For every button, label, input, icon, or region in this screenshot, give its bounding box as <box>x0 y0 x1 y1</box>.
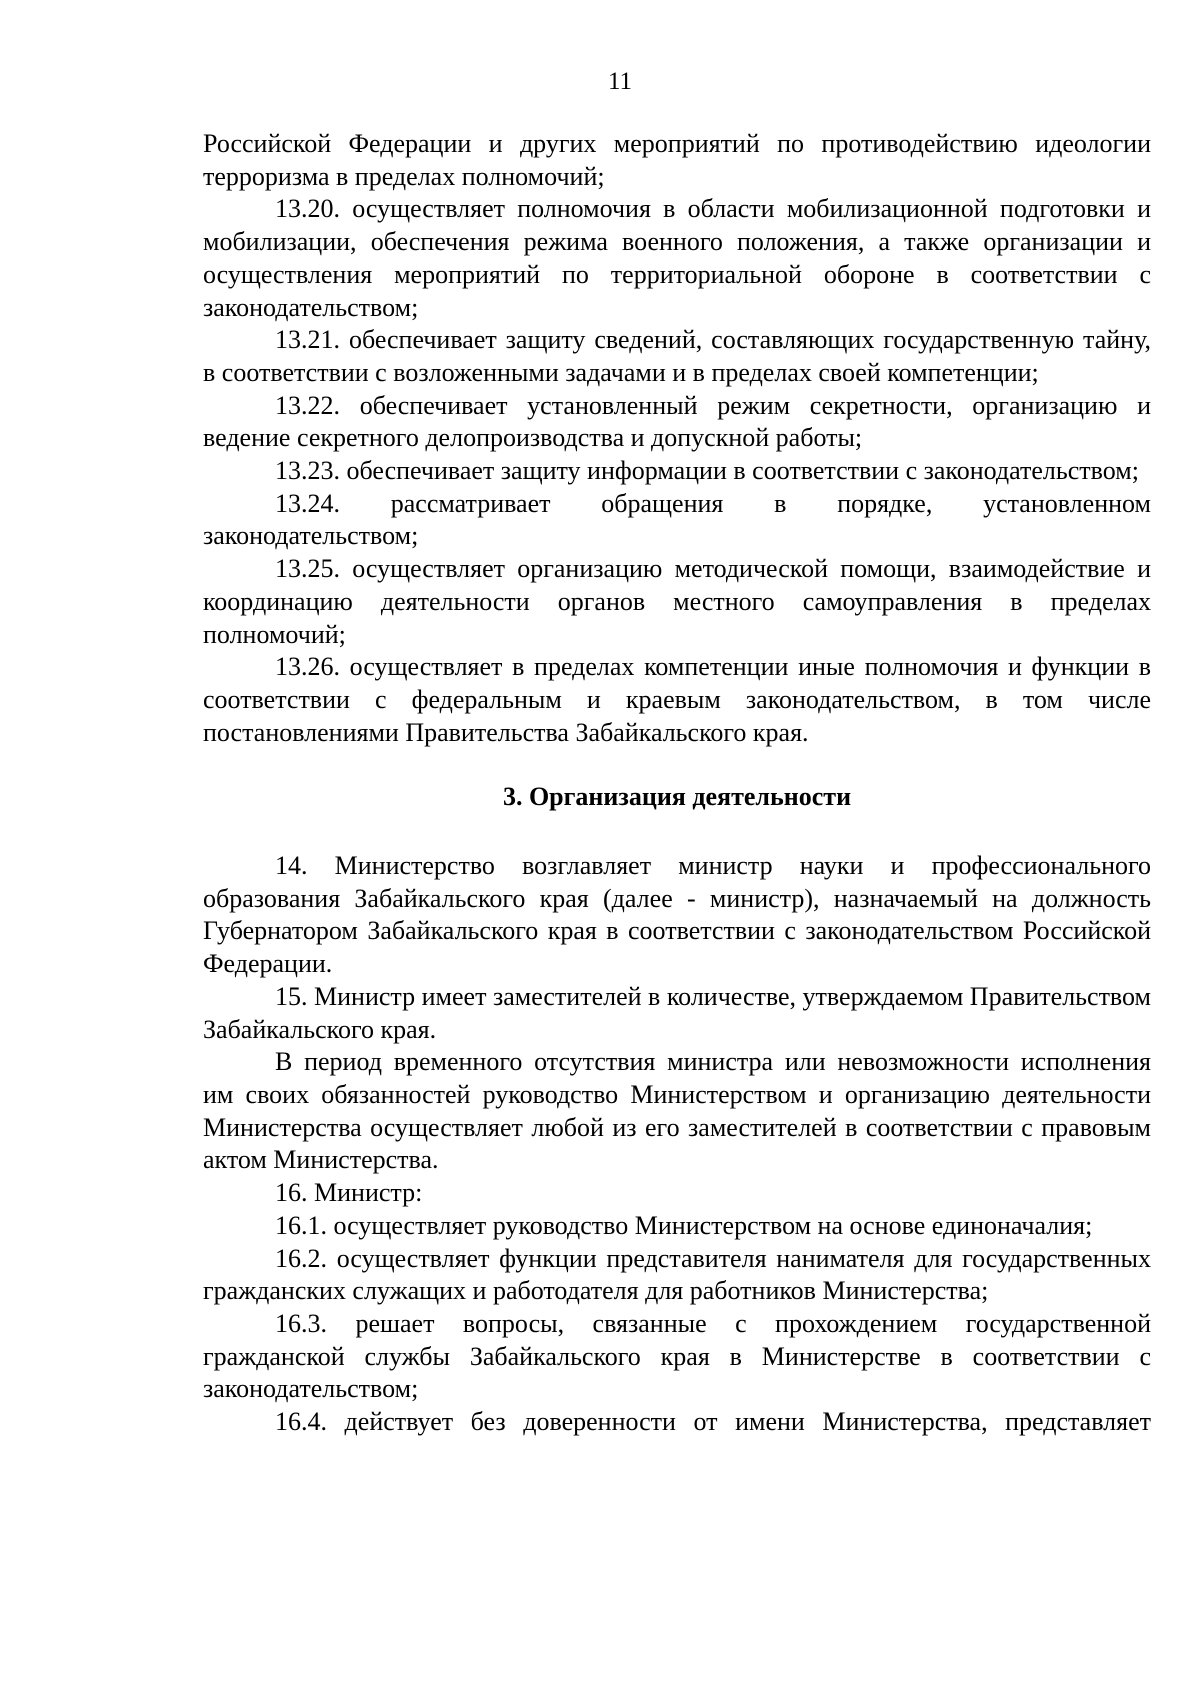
paragraph: 13.25. осуществляет организацию методической помощи, взаимодействие и координацию деятельности органов местного самоуправления в пределах полномочий; <box>203 554 1151 649</box>
paragraph: 15. Министр имеет заместителей в количестве, утверждаемом Правительством Забайкальского края. <box>203 981 1151 1044</box>
paragraph: В период временного отсутствия министра или невозможности исполнения им своих обязанностей руководство Министерством и организацию деятельности Министерства осуществляет любой из его заместителей в соответствии с правовым актом Министерства. <box>203 1047 1151 1175</box>
section-heading: 3. Организация деятельности <box>502 782 852 812</box>
paragraphs-before-heading <box>203 128 1151 749</box>
paragraph: 13.24. рассматривает обращения в порядке, установленном законодательством; <box>203 488 1151 551</box>
paragraph: Российской Федерации и других мероприятий по противодействию идеологии терроризма в пределах полномочий; <box>203 129 1151 191</box>
document-body <box>203 128 1151 1439</box>
paragraph: 16.3. решает вопросы, связанные с прохождением государственной гражданской службы Забайкальского края в Министерстве в соответствии с законодательством; <box>203 1308 1151 1404</box>
paragraphs-after-heading <box>203 850 1151 1439</box>
paragraph: 13.21. обеспечивает защиту сведений, составляющих государственную тайну, в соответствии с возложенными задачами и в пределах своей компетенции; <box>203 325 1151 387</box>
paragraph: 13.20. осуществляет полномочия в области мобилизационной подготовки и мобилизации, обеспечения режима военного положения, а также организации и осуществления мероприятий по территориальной обороне в соответствии с законодательством; <box>203 194 1151 322</box>
paragraph: 13.23. обеспечивает защиту информации в соответствии с законодательством; <box>275 456 1139 486</box>
page-number: 11 <box>607 68 633 95</box>
paragraph: 16.4. действует без доверенности от имени Министерства, представляет <box>275 1407 1151 1437</box>
paragraph: 16.2. осуществляет функции представителя нанимателя для государственных гражданских служащих и работодателя для работников Министерства; <box>203 1243 1151 1306</box>
paragraph: 16.1. осуществляет руководство Министерством на основе единоначалия; <box>275 1210 1093 1240</box>
paragraph: 13.26. осуществляет в пределах компетенции иные полномочия и функции в соответствии с федеральным и краевым законодательством, в том числе постановлениями Правительства Забайкальского края. <box>203 652 1151 747</box>
paragraph: 13.22. обеспечивает установленный режим секретности, организацию и ведение секретного делопроизводства и допускной работы; <box>203 390 1151 453</box>
paragraph: 14. Министерство возглавляет министр науки и профессионального образования Забайкальского края (далее - министр), назначаемый на должность Губернатором Забайкальского края в соответствии с законодательством Российской Федерации. <box>203 851 1151 979</box>
paragraph: 16. Министр: <box>275 1178 423 1208</box>
